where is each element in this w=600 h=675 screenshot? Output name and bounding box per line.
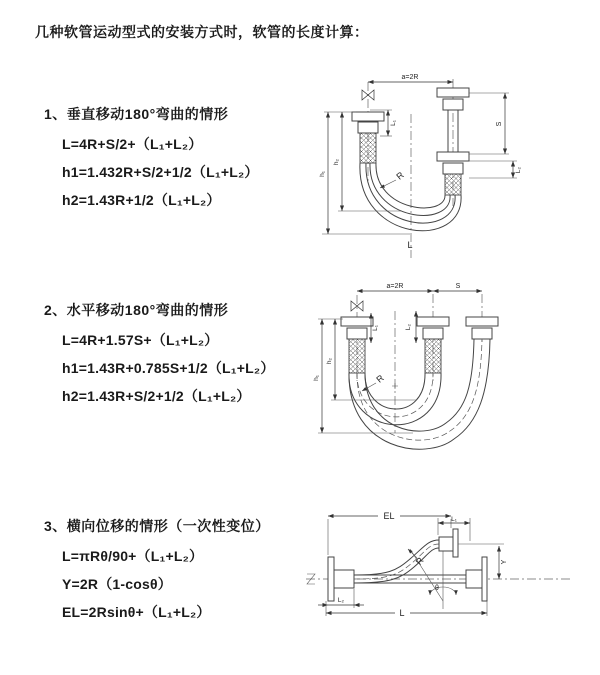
span-label: a=2R — [401, 74, 419, 81]
dimension-span — [357, 283, 433, 291]
dimension-travel — [469, 93, 509, 154]
flange-hub — [334, 570, 354, 588]
section1-formula-h1: h1=1.432R+S/2+1/2（L₁+L₂） — [62, 164, 259, 180]
section3-formula-Y: Y=2R（1-cosθ） — [62, 576, 172, 592]
arc-center-mark — [392, 383, 398, 389]
hose-centerline — [357, 339, 482, 440]
flange-washer — [352, 112, 384, 121]
radius-label: R — [394, 169, 406, 182]
travel-label: S — [455, 283, 461, 290]
dimension-fitting-right — [405, 311, 416, 343]
right-pipe-fitting — [466, 317, 498, 339]
fitting-right-label: L₂ — [515, 166, 522, 174]
hose-centerline — [354, 544, 439, 579]
section1-formula-h2: h2=1.43R+1/2（L₁+L₂） — [62, 192, 221, 208]
middle-pipe-fitting — [417, 317, 449, 373]
flange-washer — [437, 88, 469, 97]
length-label: L — [407, 240, 413, 250]
fitting-left-label: L₂ — [337, 597, 345, 604]
section1-heading: 1、垂直移动180°弯曲的情形 — [44, 106, 229, 122]
flange-hub — [466, 570, 482, 588]
left-flange-fitting — [328, 557, 354, 601]
dimension-extended-length — [328, 511, 451, 555]
radius-label: R — [374, 372, 386, 385]
flange-washer — [466, 317, 498, 326]
flange-nut — [347, 328, 367, 339]
right-pipe-fitting — [437, 88, 469, 195]
length-label: L — [399, 608, 405, 618]
section3-formula-L: L=πRθ/90+（L₁+L₂） — [62, 548, 204, 564]
section2-heading: 2、水平移动180°弯曲的情形 — [44, 302, 229, 318]
fitting-left-label: L₁ — [372, 325, 379, 331]
braided-hose-section — [445, 174, 461, 195]
height2-label: h₂ — [333, 158, 340, 166]
dimension-travel — [433, 283, 482, 291]
flange-washer — [437, 152, 469, 161]
left-pipe-fitting — [341, 317, 373, 373]
flange-hub — [439, 537, 453, 551]
flange-nut — [472, 328, 492, 339]
section2-formula-L: L=4R+1.57S+（L₁+L₂） — [62, 332, 219, 348]
fitting-right-label: L₂ — [405, 323, 412, 331]
fitting-top-label: L₁ — [451, 516, 457, 523]
hose-wall — [354, 540, 439, 575]
section3-formula-EL: EL=2Rsinθ+（L₁+L₂） — [62, 604, 211, 620]
braided-hose-section — [360, 133, 376, 163]
flange-plate — [453, 529, 458, 557]
fitting-left-label: L₁ — [390, 120, 397, 126]
section2-formula-h1: h1=1.43R+0.785S+1/2（L₁+L₂） — [62, 360, 275, 376]
dimension-fitting-right — [469, 161, 522, 178]
flange-nut — [443, 163, 463, 174]
section3-heading: 3、横向位移的情形（一次性变位） — [44, 518, 270, 534]
braided-hose-section — [349, 339, 365, 373]
hose-wall-inner — [365, 339, 474, 431]
diagram-lateral-offset — [298, 501, 600, 651]
radius-callout — [380, 169, 406, 188]
section1-formula-L: L=4R+S/2+（L₁+L₂） — [62, 136, 203, 152]
dimension-span — [368, 74, 453, 82]
height2-label: h₂ — [326, 357, 333, 365]
flange-nut — [358, 122, 378, 133]
dimension-fitting-left — [318, 589, 364, 608]
braided-hose-section — [425, 339, 441, 373]
dimension-length — [326, 601, 487, 618]
hose-wall — [354, 548, 439, 583]
diagram-horizontal-180-bend — [308, 281, 600, 463]
flange-plate — [328, 557, 334, 601]
height1-label: h₁ — [319, 171, 326, 177]
flange-plate — [482, 557, 487, 601]
span-label: a=2R — [386, 283, 404, 290]
height1-label: h₁ — [313, 375, 320, 381]
flange-nut — [423, 328, 443, 339]
offset-label: Y — [501, 559, 508, 565]
extended-length-label: EL — [383, 511, 395, 521]
flange-washer — [341, 317, 373, 326]
flange-nut — [443, 99, 463, 110]
hose-wall — [370, 163, 450, 215]
travel-label: S — [496, 121, 503, 127]
angle-label: θ — [435, 585, 439, 592]
diagram-vertical-180-bend — [312, 66, 597, 262]
radius-label: R — [413, 555, 426, 567]
valve-icon — [362, 90, 374, 100]
page-title: 几种软管运动型式的安装方式时，软管的长度计算： — [35, 24, 369, 40]
flange-washer — [417, 317, 449, 326]
section2-formula-h2: h2=1.43R+S/2+1/2（L₁+L₂） — [62, 388, 251, 404]
